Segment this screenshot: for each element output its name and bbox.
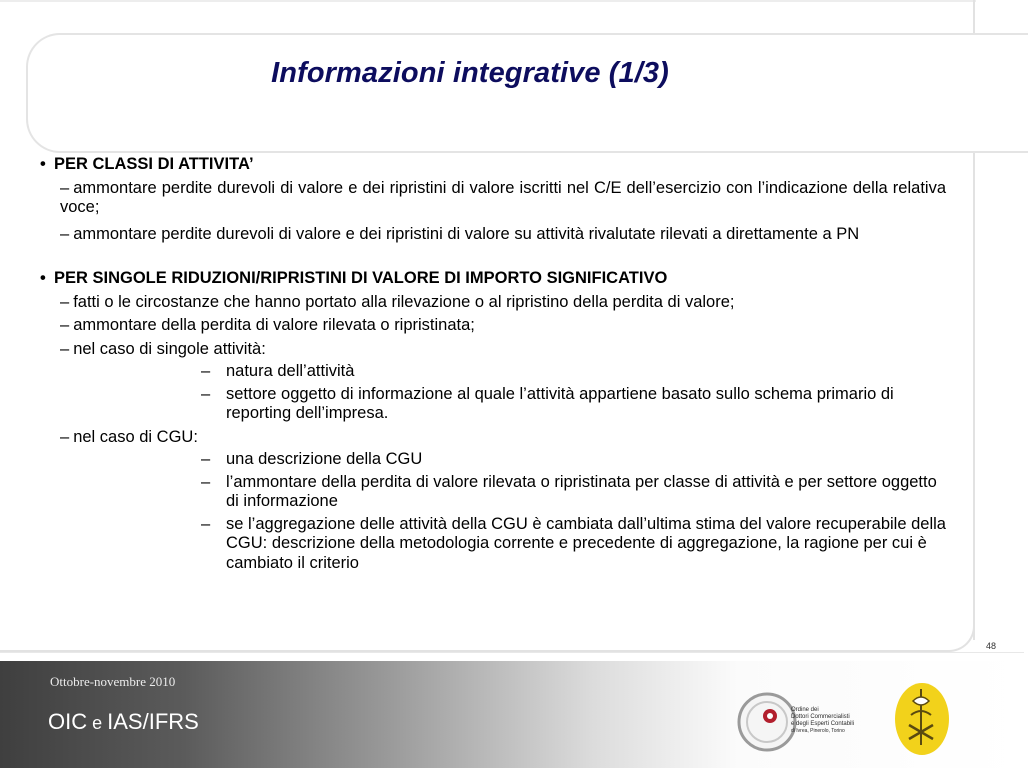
dash-icon: – [201, 472, 211, 491]
footer-date: Ottobre-novembre 2010 [50, 674, 176, 689]
dash-icon: – [60, 178, 70, 197]
sub-list-item: – natura dell’attività [201, 362, 355, 380]
dash-icon: – [60, 316, 70, 334]
odcec-logo [737, 684, 855, 760]
dash-icon: – [60, 427, 70, 446]
list-item: – nel caso di CGU: [60, 427, 198, 446]
footer-divider [0, 652, 1024, 653]
dash-icon: – [60, 292, 70, 311]
section-heading-classi: • PER CLASSI DI ATTIVITA’ [40, 155, 254, 173]
sub-list-item: – l’ammontare della perdita di valore rilevata o ripristinata per classe di attività e per settore oggetto di informazione [201, 472, 937, 510]
dash-icon: – [201, 362, 211, 380]
footer-brand: OIC e IAS/IFRS [48, 709, 199, 734]
list-item: – fatti o le circostanze che hanno portato alla rilevazione o al ripristino della perdita di valore; [60, 292, 735, 311]
list-item: – ammontare perdite durevoli di valore e dei ripristini di valore su attività rivalutate rilevati a direttamente a PN [60, 224, 860, 243]
dash-icon: – [201, 514, 211, 533]
frame-top-line [0, 0, 976, 2]
oic-logo [893, 681, 951, 757]
dash-icon: – [201, 384, 211, 403]
list-item: – nel caso di singole attività: [60, 339, 266, 358]
dash-icon: – [201, 450, 211, 468]
sub-list-item: – se l’aggregazione delle attività della CGU è cambiata dall’ultima stima del valore recuperabile della CGU: descrizione della metodologia corrente e precedente di aggregazione, la ragione per cui è cambiato il criterio [201, 514, 946, 572]
section-heading-singole: • PER SINGOLE RIDUZIONI/RIPRISTINI DI VALORE DI IMPORTO SIGNIFICATIVO [40, 269, 668, 287]
sub-list-item: – settore oggetto di informazione al quale l’attività appartiene basato sullo schema primario di reporting dell’impresa. [201, 384, 894, 422]
svg-text:Ordine dei: Ordine dei [791, 707, 819, 713]
bullet-icon: • [40, 155, 46, 173]
svg-text:di Ivrea, Pinerolo, Torino: di Ivrea, Pinerolo, Torino [791, 728, 845, 734]
slide-title: Informazioni integrative (1/3) [271, 57, 669, 89]
list-item: – ammontare perdite durevoli di valore e dei ripristini di valore iscritti nel C/E dell’esercizio con l’indicazione della relativa voce; [60, 178, 946, 216]
dash-icon: – [60, 339, 70, 358]
list-item: – ammontare della perdita di valore rilevata o ripristinata; [60, 316, 475, 334]
title-box [26, 33, 1028, 153]
sub-list-item: – una descrizione della CGU [201, 450, 423, 468]
page-number: 48 [986, 641, 997, 651]
slide-body [40, 155, 946, 573]
svg-text:Dottori Commercialisti: Dottori Commercialisti [791, 714, 850, 720]
dash-icon: – [60, 224, 70, 243]
svg-text:e degli Esperti Contabili: e degli Esperti Contabili [791, 721, 855, 727]
bullet-icon: • [40, 269, 46, 287]
